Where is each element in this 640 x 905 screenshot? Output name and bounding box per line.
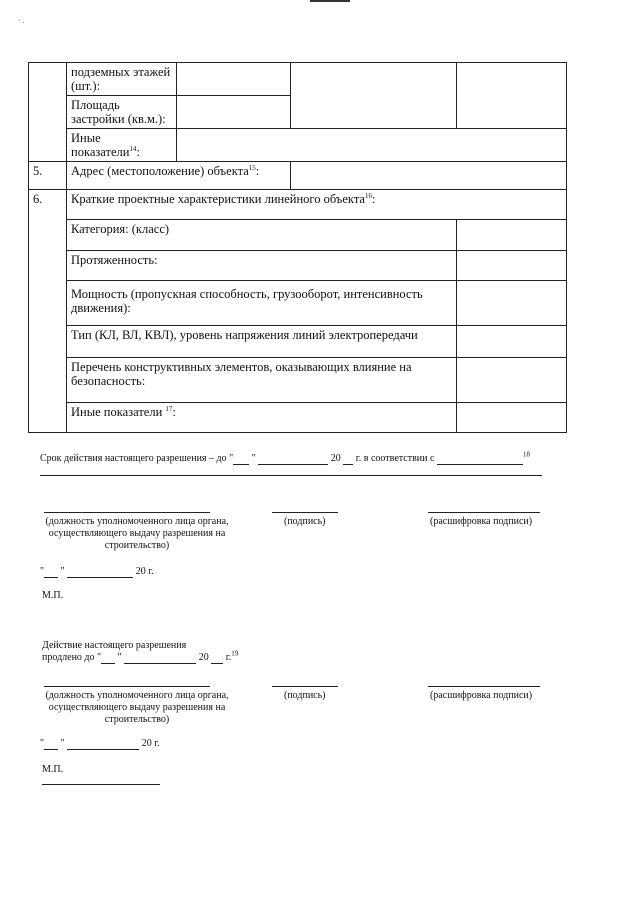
characteristics-table xyxy=(28,62,567,433)
length-label: Протяженность: xyxy=(67,251,457,281)
linear-object-label: Краткие проектные характеристики линейного объекта xyxy=(71,192,365,206)
footnote-separator xyxy=(42,784,160,785)
address-label: Адрес (местоположение) объекта xyxy=(71,164,249,178)
day-blank xyxy=(44,749,58,750)
month-blank xyxy=(67,577,133,578)
signature-line xyxy=(272,512,338,513)
position-line xyxy=(44,686,210,687)
underground-floors-label: подземных этажей (шт.): xyxy=(71,65,171,93)
quote: " xyxy=(60,566,65,577)
day-blank xyxy=(44,577,58,578)
table-cell xyxy=(67,96,177,129)
validity-suffix: г. в соответствии с xyxy=(355,453,435,464)
table-cell xyxy=(177,96,291,129)
other-label: Иные показатели xyxy=(71,405,163,419)
year-blank xyxy=(343,464,353,465)
month-blank xyxy=(124,663,196,664)
signature-line xyxy=(272,686,338,687)
table-cell: Иные показатели $^{17}$: xyxy=(67,403,457,433)
capacity-value xyxy=(457,281,567,326)
row-number: 5. xyxy=(29,162,67,190)
stamp-place: М.П. xyxy=(42,590,64,601)
table-row xyxy=(29,403,567,433)
category-label: Категория: (класс) xyxy=(67,220,457,251)
building-area-label: Площадь застройки (кв.м.): xyxy=(71,98,166,126)
month-blank xyxy=(67,749,139,750)
basis-blank xyxy=(437,464,523,465)
date-line xyxy=(40,738,560,750)
category-value xyxy=(457,220,567,251)
table-cell xyxy=(29,63,67,162)
year-prefix: 20 xyxy=(135,566,146,577)
position-line xyxy=(44,512,210,513)
quote: " xyxy=(117,652,122,663)
table-cell: Иные показатели$^{14}$: xyxy=(67,129,177,162)
line-type-label: Тип (КЛ, ВЛ, КВЛ), уровень напряжения линий электропередачи xyxy=(67,326,457,358)
year-prefix: 20 xyxy=(198,652,209,663)
capacity-label: Мощность (пропускная способность, грузооборот, интенсивность движения): xyxy=(67,281,457,326)
year-blank xyxy=(211,663,223,664)
decoding-line xyxy=(428,686,540,687)
table-cell xyxy=(177,63,291,96)
extension-line xyxy=(42,649,562,664)
scan-mark-line xyxy=(310,0,350,2)
year-suffix: г. xyxy=(225,652,232,663)
decoding-caption: (расшифровка подписи) xyxy=(430,516,533,527)
table-row xyxy=(29,162,567,190)
elements-label: Перечень конструктивных элементов, оказывающих влияние на безопасность: xyxy=(67,358,457,403)
table-row xyxy=(29,220,567,251)
basis-continuation-line xyxy=(40,475,542,476)
table-cell xyxy=(177,129,567,162)
scan-mark: · . xyxy=(18,16,25,25)
extension-title: Действие настоящего разрешения xyxy=(42,640,187,651)
elements-value xyxy=(457,358,567,403)
position-caption: (должность уполномоченного лица органа, осуществляющего выдачу разрешения на строительство) xyxy=(45,516,229,551)
table-row xyxy=(29,190,567,220)
footnote-mark: 18 xyxy=(522,450,530,459)
signature-caption: (подпись) xyxy=(284,516,326,527)
address-value xyxy=(291,162,567,190)
footnote-mark: 14 xyxy=(129,144,137,153)
year-suffix: г. xyxy=(148,566,154,577)
year-prefix: 20 xyxy=(141,738,152,749)
table-row xyxy=(29,358,567,403)
table-cell xyxy=(457,63,567,129)
validity-prefix: Срок действия настоящего разрешения – до " xyxy=(40,453,234,464)
table-cell: Краткие проектные характеристики линейного объекта$^{16}$: xyxy=(67,190,567,220)
table-cell xyxy=(291,63,457,129)
decoding-caption: (расшифровка подписи) xyxy=(430,690,533,701)
decoding-line xyxy=(428,512,540,513)
footnote-mark: 16 xyxy=(364,191,372,200)
validity-line xyxy=(40,450,560,465)
table-row xyxy=(29,251,567,281)
footnote-mark: 15 xyxy=(248,163,256,172)
quote: " xyxy=(40,738,45,749)
table-row xyxy=(29,281,567,326)
line-type-value xyxy=(457,326,567,358)
month-blank xyxy=(258,464,328,465)
quote: " xyxy=(60,738,65,749)
footnote-mark: 19 xyxy=(231,649,239,658)
row-number: 6. xyxy=(29,190,67,433)
table-row xyxy=(29,63,567,96)
quote: " xyxy=(40,566,45,577)
footnote-mark: 17 xyxy=(165,404,173,413)
table-cell xyxy=(67,63,177,96)
day-blank xyxy=(233,464,249,465)
table-row xyxy=(29,326,567,358)
day-blank xyxy=(101,663,115,664)
table-row xyxy=(29,129,567,162)
extension-prefix: продлено до " xyxy=(42,652,102,663)
stamp-place: М.П. xyxy=(42,764,64,775)
date-line xyxy=(40,566,560,578)
length-value xyxy=(457,251,567,281)
position-caption: (должность уполномоченного лица органа, осуществляющего выдачу разрешения на строительство) xyxy=(45,690,229,725)
other-value xyxy=(457,403,567,433)
year-suffix: г. xyxy=(154,738,160,749)
table-cell: Адрес (местоположение) объекта$^{15}$: xyxy=(67,162,291,190)
year-prefix: 20 xyxy=(330,453,341,464)
other-indicators-label: Иные показатели xyxy=(71,131,130,159)
quote: " xyxy=(251,453,256,464)
signature-caption: (подпись) xyxy=(284,690,326,701)
